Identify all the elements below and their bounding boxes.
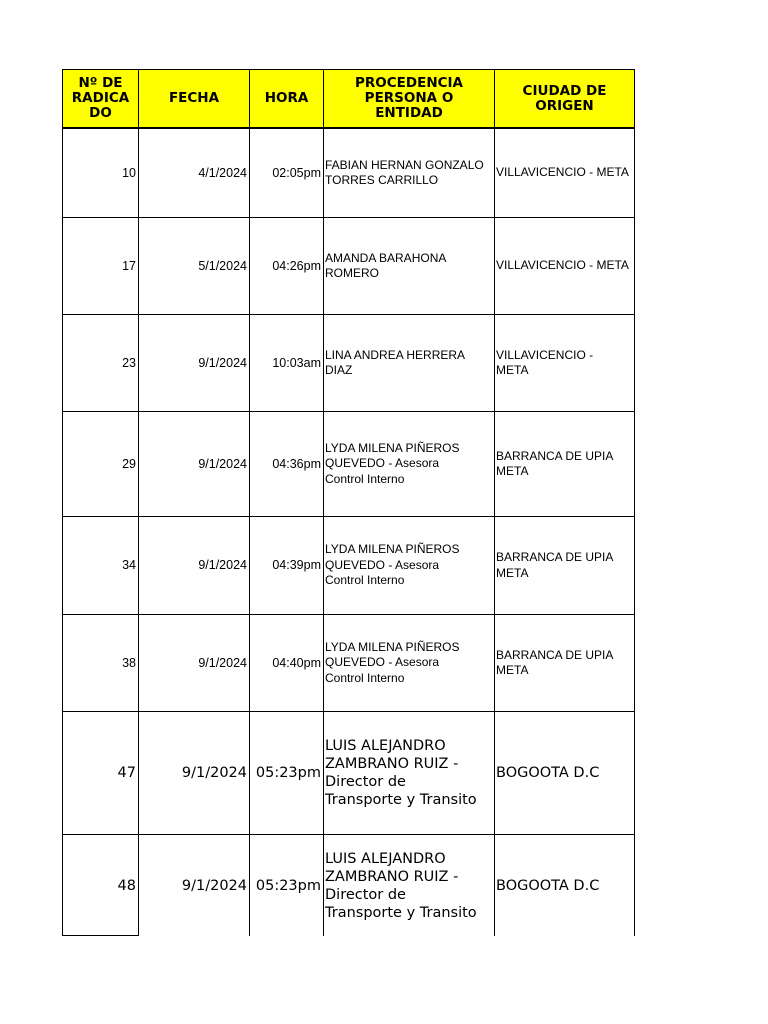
table-body bbox=[62, 128, 635, 936]
fecha-value: 5/1/2024 bbox=[198, 258, 247, 273]
cell-radicado bbox=[62, 516, 138, 614]
table-row bbox=[62, 614, 635, 711]
procedencia-line: LYDA MILENA PIÑEROS bbox=[325, 639, 460, 654]
fecha-value: 9/1/2024 bbox=[198, 456, 247, 471]
cell-procedencia bbox=[323, 711, 494, 834]
ciudad-line: META bbox=[496, 663, 529, 677]
procedencia-line: FABIAN HERNAN GONZALO bbox=[325, 157, 484, 172]
cell-fecha bbox=[138, 411, 249, 516]
cell-procedencia bbox=[323, 834, 494, 936]
procedencia-line: QUEVEDO - Asesora bbox=[325, 655, 440, 670]
fecha-value: 9/1/2024 bbox=[198, 655, 247, 670]
table-row bbox=[62, 217, 635, 314]
procedencia-line: ZAMBRANO RUIZ - bbox=[325, 756, 459, 772]
cell-radicado bbox=[62, 614, 138, 711]
procedencia-line: Director de bbox=[325, 886, 406, 903]
procedencia-line: Director de bbox=[325, 774, 406, 790]
ciudad-line: BARRANCA DE UPIA bbox=[496, 448, 614, 463]
cell-radicado bbox=[62, 834, 138, 936]
radicado-value: 34 bbox=[122, 558, 136, 572]
radicados-table bbox=[62, 69, 635, 936]
cell-radicado bbox=[62, 411, 138, 516]
procedencia-line: Transporte y Transito bbox=[325, 904, 477, 921]
cell-fecha bbox=[138, 834, 249, 936]
table-row bbox=[62, 711, 635, 834]
cell-procedencia bbox=[323, 314, 494, 411]
cell-ciudad bbox=[494, 711, 635, 834]
cell-hora bbox=[249, 128, 323, 217]
radicado-value: 17 bbox=[122, 258, 136, 273]
table-row bbox=[62, 516, 635, 614]
ciudad-line: META bbox=[496, 363, 529, 377]
cell-fecha bbox=[138, 711, 249, 834]
cell-fecha bbox=[138, 217, 249, 314]
header-radicado-line: RADICA bbox=[71, 90, 130, 106]
radicado-value: 38 bbox=[122, 655, 136, 670]
radicado-value: 47 bbox=[117, 765, 136, 781]
fecha-value: 4/1/2024 bbox=[198, 165, 247, 180]
radicado-value: 10 bbox=[122, 165, 136, 180]
cell-hora bbox=[249, 614, 323, 711]
cell-ciudad bbox=[494, 411, 635, 516]
header-radicado bbox=[62, 69, 138, 128]
header-radicado-line: Nº DE bbox=[78, 75, 123, 91]
header-ciudad-line: CIUDAD DE bbox=[522, 82, 607, 99]
ciudad-line: VILLAVICENCIO - bbox=[496, 347, 594, 362]
procedencia-line: DIAZ bbox=[325, 363, 353, 377]
header-fecha: FECHA bbox=[138, 69, 249, 128]
table-row bbox=[62, 411, 635, 516]
table-row bbox=[62, 314, 635, 411]
procedencia-line: LUIS ALEJANDRO bbox=[325, 850, 446, 867]
radicado-value: 48 bbox=[117, 877, 136, 894]
cell-radicado bbox=[62, 314, 138, 411]
procedencia-line: QUEVEDO - Asesora bbox=[325, 557, 440, 572]
procedencia-line: Control Interno bbox=[325, 573, 405, 588]
hora-value: 05:23pm bbox=[255, 765, 321, 781]
hora-value: 04:39pm bbox=[272, 558, 321, 572]
header-procedencia-line: ENTIDAD bbox=[375, 105, 443, 121]
procedencia-line: TORRES CARRILLO bbox=[325, 173, 439, 187]
cell-hora bbox=[249, 411, 323, 516]
ciudad-line: VILLAVICENCIO - META bbox=[496, 258, 629, 273]
cell-ciudad bbox=[494, 614, 635, 711]
ciudad-line: BARRANCA DE UPIA bbox=[496, 550, 614, 564]
hora-value: 05:23pm bbox=[255, 877, 321, 894]
bottom-border bbox=[62, 935, 138, 936]
cell-radicado bbox=[62, 711, 138, 834]
cell-procedencia bbox=[323, 411, 494, 516]
hora-value: 04:36pm bbox=[272, 456, 321, 471]
header-procedencia bbox=[323, 69, 494, 128]
cell-hora bbox=[249, 217, 323, 314]
cell-procedencia bbox=[323, 614, 494, 711]
hora-value: 04:40pm bbox=[272, 655, 321, 670]
ciudad-line: VILLAVICENCIO - META bbox=[496, 165, 629, 180]
cell-fecha bbox=[138, 128, 249, 217]
hora-value: 02:05pm bbox=[272, 165, 321, 180]
procedencia-line: AMANDA BARAHONA bbox=[325, 250, 447, 265]
cell-hora bbox=[249, 314, 323, 411]
cell-radicado bbox=[62, 217, 138, 314]
ciudad-line: BARRANCA DE UPIA bbox=[496, 647, 614, 662]
cell-procedencia bbox=[323, 128, 494, 217]
procedencia-line: ZAMBRANO RUIZ - bbox=[325, 868, 459, 885]
fecha-value: 9/1/2024 bbox=[198, 558, 247, 572]
table-row bbox=[62, 834, 635, 936]
fecha-value: 9/1/2024 bbox=[198, 355, 247, 370]
header-ciudad-line: ORIGEN bbox=[535, 97, 594, 114]
cell-procedencia bbox=[323, 516, 494, 614]
cell-hora bbox=[249, 516, 323, 614]
ciudad-line: META bbox=[496, 464, 529, 478]
header-radicado-line: DO bbox=[89, 105, 112, 121]
procedencia-line: LYDA MILENA PIÑEROS bbox=[325, 440, 460, 455]
cell-hora bbox=[249, 711, 323, 834]
procedencia-line: LUIS ALEJANDRO bbox=[325, 738, 446, 754]
header-hora: HORA bbox=[249, 69, 323, 128]
cell-fecha bbox=[138, 314, 249, 411]
cell-ciudad bbox=[494, 217, 635, 314]
procedencia-line: Transporte y Transito bbox=[325, 792, 477, 808]
fecha-value: 9/1/2024 bbox=[181, 765, 247, 781]
procedencia-line: ROMERO bbox=[325, 266, 379, 280]
ciudad-line: META bbox=[496, 565, 529, 580]
fecha-value: 9/1/2024 bbox=[181, 877, 247, 894]
cell-fecha bbox=[138, 614, 249, 711]
ciudad-line: BOGOOTA D.C bbox=[496, 765, 600, 781]
cell-ciudad bbox=[494, 516, 635, 614]
radicado-value: 29 bbox=[122, 456, 136, 471]
header-procedencia-line: PROCEDENCIA bbox=[355, 75, 463, 91]
procedencia-line: QUEVEDO - Asesora bbox=[325, 456, 440, 471]
cell-hora bbox=[249, 834, 323, 936]
procedencia-line: Control Interno bbox=[325, 670, 405, 685]
header-procedencia-line: PERSONA O bbox=[364, 90, 454, 106]
header-ciudad bbox=[494, 69, 635, 128]
cell-fecha bbox=[138, 516, 249, 614]
cell-ciudad bbox=[494, 128, 635, 217]
hora-value: 10:03am bbox=[272, 355, 321, 370]
cell-procedencia bbox=[323, 217, 494, 314]
hora-value: 04:26pm bbox=[272, 258, 321, 273]
cell-ciudad bbox=[494, 834, 635, 936]
cell-radicado bbox=[62, 128, 138, 217]
header-row bbox=[62, 69, 635, 128]
cell-ciudad bbox=[494, 314, 635, 411]
radicado-value: 23 bbox=[122, 355, 136, 370]
table-row bbox=[62, 128, 635, 217]
procedencia-line: LINA ANDREA HERRERA bbox=[325, 347, 466, 362]
ciudad-line: BOGOOTA D.C bbox=[496, 877, 600, 894]
procedencia-line: LYDA MILENA PIÑEROS bbox=[325, 542, 460, 557]
procedencia-line: Control Interno bbox=[325, 471, 405, 486]
